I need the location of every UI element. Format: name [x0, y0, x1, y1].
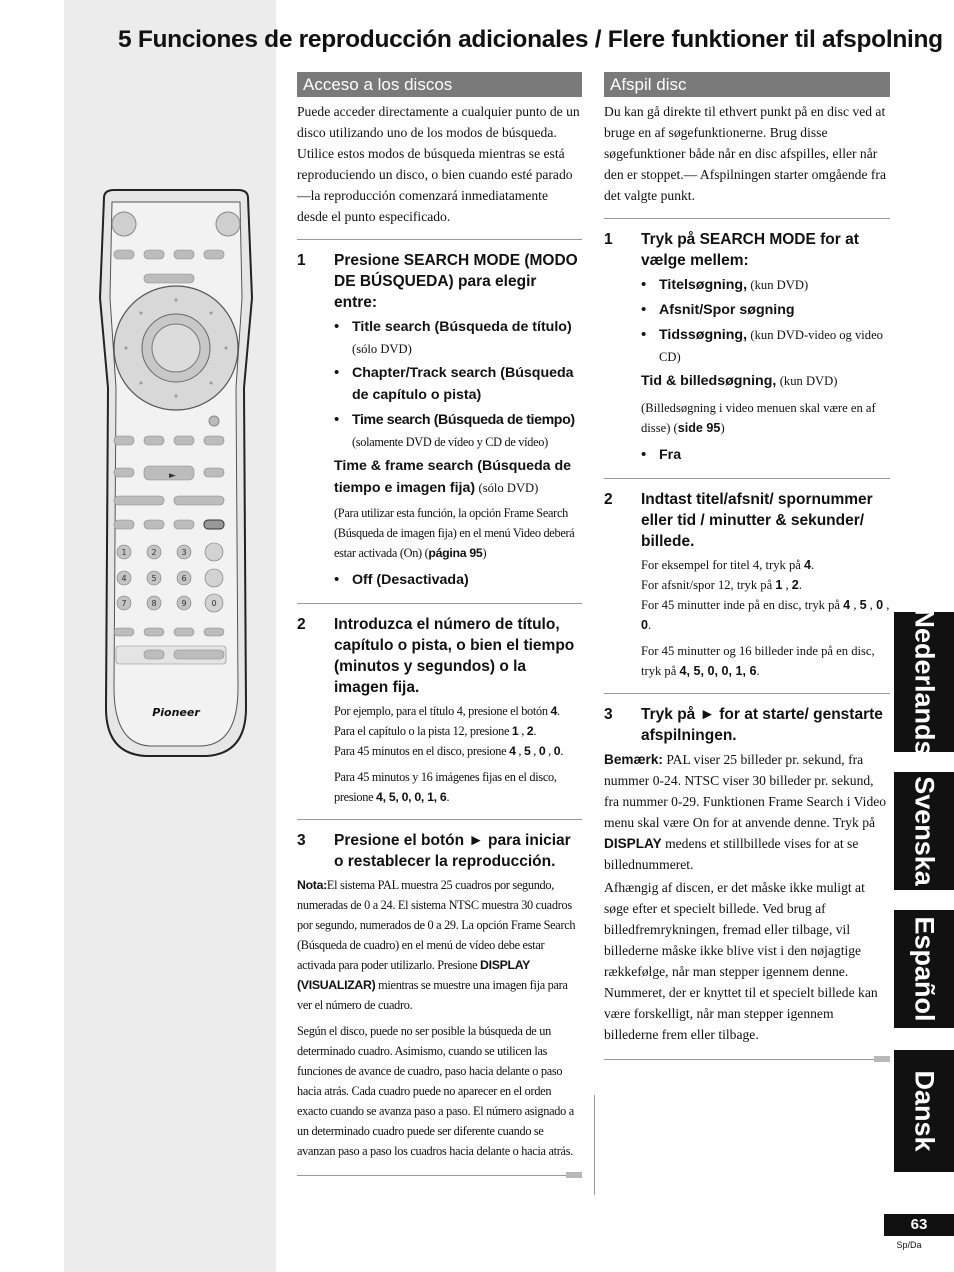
key-6: 6: [181, 574, 187, 583]
search-mode-list-da: • Titelsøgning, (kun DVD) • Afsnit/Spor søgning • Tidssøgning, (kun DVD-video og video CD): [641, 274, 890, 367]
step-2-da: 2 Indtast titel/afsnit/ spornummer eller tid / minutter & sekunder/ billede.: [604, 491, 873, 550]
key-1: 1: [121, 548, 127, 557]
paragraph-es: Según el disco, puede no ser posible la búsqueda de un determinado cuadro. Asimismo, cuando se utilicen las funciones de avance de cuadro, paso hacia delante o paso hacia atrás. Cada cuadro puede no aparecer en el orden exacto cuando se avanza paso a paso. El número asignado a un determinado cuadro puede ser diferente cuando se avanzan paso a paso los cuadros hacia delante o hacia atrás.: [297, 1024, 574, 1158]
step-2-examples-es: Por ejemplo, para el título 4, presione el botón 4. Para el capítulo o la pista 12, presione 1 , 2. Para 45 minutos en el disco, presione 4 , 5 , 0 , 0. Para 45 minutos y 16 imágenes fijas en el disco, presione 4, 5, 0, 0, 1, 6.: [334, 704, 564, 804]
key-9: 9: [181, 599, 187, 608]
step-3-es: 3 Presione el botón ► para iniciar o restablecer la reproducción.: [297, 832, 571, 870]
play-symbol: ►: [169, 471, 176, 481]
section-heading-da: Afspil disc: [604, 72, 890, 97]
section-heading-es: Acceso a los discos: [297, 72, 582, 97]
note-da: Bemærk: PAL viser 25 billeder pr. sekund, fra nummer 0-24. NTSC viser 30 billeder pr. sekund, fra nummer 0-29. Funktionen Frame Search i Video menu skal være On for at anvende denne. Tryk på DISPLAY medens et stillbillede vises for at se billednummeret.: [604, 752, 887, 872]
search-mode-list-es: • Title search (Búsqueda de título) (sólo DVD) • Chapter/Track search (Búsqueda de capítulo o pista) • Time search (Búsqueda de tiempo) (solamente DVD de vídeo y CD de vídeo): [334, 316, 582, 452]
page-code: Sp/Da: [896, 1240, 922, 1250]
page-number: 63: [884, 1214, 954, 1236]
key-0: 0: [211, 599, 217, 608]
key-3: 3: [181, 548, 187, 557]
key-5: 5: [151, 574, 157, 583]
step-2-es: 2 Introduzca el número de título, capítulo o pista, o bien el tiempo (minutos y segundos) o la imagen fija.: [297, 616, 575, 696]
key-8: 8: [151, 599, 157, 608]
page-title: 5 Funciones de reproducción adicionales / Flere funktioner til afspolning: [118, 26, 943, 53]
step-1-es: 1 Presione SEARCH MODE (MODO DE BÚSQUEDA) para elegir entre:: [297, 252, 578, 311]
key-2: 2: [151, 548, 157, 557]
step-3-da: 3 Tryk på ► for at starte/ genstarte afspilningen.: [604, 706, 883, 744]
step-1-da: 1 Tryk på SEARCH MODE for at vælge mellem:: [604, 231, 859, 269]
tab-nederlands: Nederlands: [894, 612, 954, 752]
tab-svenska: Svenska: [894, 772, 954, 890]
key-4: 4: [121, 574, 127, 583]
tab-dansk: Dansk: [894, 1050, 954, 1172]
column-divider: [594, 1095, 595, 1195]
tab-espanol: Español: [894, 910, 954, 1028]
intro-da: Du kan gå direkte til ethvert punkt på en disc ved at bruge en af søgefunktionerne. Brug disse søgefunktioner både når en disc afspilles, eller når den er stoppet.— Afspilningen starter omgående fra det valgte punkt.: [604, 104, 886, 203]
intro-es: Puede acceder directamente a cualquier punto de un disco utilizando uno de los modos de búsqueda. Utilice estos modos de búsqueda mientras se está reproduciendo un disco, o bien cuando esté parado—la reproducción comenzará inmediatamente desde el punto especificado.: [297, 104, 580, 224]
key-7: 7: [121, 599, 127, 608]
step-2-examples-da: For eksempel for titel 4, tryk på 4. For afsnit/spor 12, tryk på 1 , 2. For 45 minutter inde på en disc, tryk på 4 , 5 , 0 , 0. For 45 minutter og 16 billeder inde på en disc, tryk på 4, 5, 0, 0, 1, 6.: [641, 558, 890, 678]
brand-logo: Pioneer: [152, 706, 200, 719]
paragraph-da: Afhængig af discen, er det måske ikke muligt at søge efter et specielt billede. Ved brug af billedfremrykningen, fremad eller tilbage, vil billederne måske ikke blive vist i den nøjagtige rækkefølge, når man stepper igennem denne. Nummeret, der er knyttet til et specielt billede kan være forskelligt, når man stepper igennem billederne frem eller tilbage.: [604, 880, 878, 1042]
remote-control-illustration: [96, 188, 256, 760]
spanish-column: Acceso a los discos Puede acceder directamente a cualquier punto de un disco utilizando uno de los modos de búsqueda. Utilice estos modos de búsqueda mientras se está reproduciendo un disco, o bien cuando esté parado—la reproducción comenzará inmediatamente desde el punto especificado. 1 Presione SEARCH MODE (MODO DE BÚSQUEDA) para elegir entre: • Title search (Búsqueda de título) (sólo DVD) • Chapter/Track search (Búsqueda de capítulo o pista) • Time search (Búsqueda de tiempo) (solamente DVD de vídeo y CD de vídeo) Time & frame search (Búsqueda de tiempo e imagen fija) (sólo DVD) (Para utilizar esta función, la opción Frame Search (Búsqueda de imagen fija) en el menú Video deberá estar activada (On) (página 95) • Off (Desactivada) 2 Introduzca el número de título, capítulo o pista, o bien el tiempo (minutos y segundos) o la imagen fija. Por ejemplo, para el título 4, presione el botón 4. Para el capítulo o la pista 12, presione 1 , 2. Para 45 minutos en el disco, presione 4 , 5 , 0 , 0. Para 45 minutos y 16 imágenes fijas en el disco, presione 4, 5, 0, 0, 1, 6. 3 Presione el botón ► para iniciar o restablecer la reproducción. Nota:El sistema PAL muestra 25 cuadros por segundo, numeradas de 0 a 24. El sistema NTSC muestra 30 cuadros por segundo, numerados de 0 a 29. La opción Frame Search (Búsqueda de cuadro) en el menú de vídeo debe estar activada para poder utilizarlo. Presione DISPLAY (VISUALIZAR) mientras se muestre una imagen fija para ver el número de cuadro. Según el disco, puede no ser posible la búsqueda de un determinado cuadro. Asimismo, cuando se utilicen las funciones de avance de cuadro, paso hacia delante o paso hacia atrás. Cada cuadro puede no aparecer en el orden exacto cuando se avanza paso a paso. El número asignado a un determinado cuadro puede ser diferente cuando se avanzan paso a paso los cuadros hacia delante o hacia atrás.: [297, 72, 582, 1182]
page-margin: [0, 0, 64, 1272]
note-es: Nota:El sistema PAL muestra 25 cuadros por segundo, numeradas de 0 a 24. El sistema NTSC muestra 30 cuadros por segundo, numerados de 0 a 29. La opción Frame Search (Búsqueda de cuadro) en el menú de vídeo debe estar activada para poder utilizarlo. Presione DISPLAY (VISUALIZAR) mientras se muestre una imagen fija para ver el número de cuadro.: [297, 878, 576, 1012]
danish-column: Afspil disc Du kan gå direkte til ethvert punkt på en disc ved at bruge en af søgefunktionerne. Brug disse søgefunktioner både når en disc afspilles, eller når den er stoppet.— Afspilningen starter omgående fra det valgte punkt. 1 Tryk på SEARCH MODE for at vælge mellem: • Titelsøgning, (kun DVD) • Afsnit/Spor søgning • Tidssøgning, (kun DVD-video og video CD) Tid & billedsøgning, (kun DVD) (Billedsøgning i video menuen skal være en af disse) (side 95) • Fra 2 Indtast titel/afsnit/ spornummer eller tid / minutter & sekunder/ billede. For eksempel for titel 4, tryk på 4. For afsnit/spor 12, tryk på 1 , 2. For 45 minutter inde på en disc, tryk på 4 , 5 , 0 , 0. For 45 minutter og 16 billeder inde på en disc, tryk på 4, 5, 0, 0, 1, 6. 3 Tryk på ► for at starte/ genstarte afspilningen. Bemærk: PAL viser 25 billeder pr. sekund, fra nummer 0-24. NTSC viser 30 billeder pr. sekund, fra nummer 0-29. Funktionen Frame Search i Video menu skal være On for at anvende denne. Tryk på DISPLAY medens et stillbillede vises for at se billednummeret. Afhængig af discen, er det måske ikke muligt at søge efter et specielt billede. Ved brug af billedfremrykningen, fremad eller tilbage, vil billederne måske ikke blive vist i den nøjagtige rækkefølge, når man stepper igennem denne. Nummeret, der er knyttet til et specielt billede kan være forskelligt, når man stepper igennem billederne frem eller tilbage.: [604, 72, 890, 1066]
